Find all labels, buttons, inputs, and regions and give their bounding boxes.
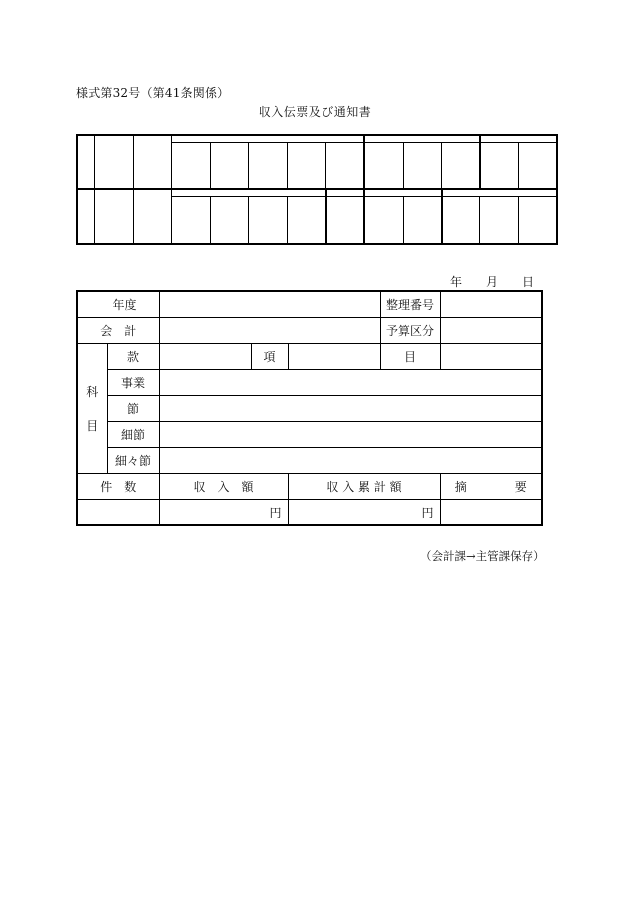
code-grid-line: [479, 196, 480, 244]
date-year: 年: [450, 275, 463, 289]
date-month: 月: [486, 275, 499, 289]
budget-category-label: 予算区分: [380, 318, 440, 344]
code-grid-line: [518, 196, 519, 244]
account-label: 会 計: [77, 318, 159, 344]
code-grid-line: [133, 134, 134, 245]
code-grid-line: [248, 196, 249, 244]
fiscal-year-label: 年度: [77, 291, 159, 318]
moku-field[interactable]: [440, 344, 542, 370]
setsu-label: 節: [107, 396, 159, 422]
summary-label: 摘 要: [440, 474, 542, 500]
code-grid-line: [325, 189, 327, 244]
code-grid-line: [325, 142, 326, 189]
saisaisetsu-label: 細々節: [107, 448, 159, 474]
saisaisetsu-field[interactable]: [159, 448, 542, 474]
code-grid-divider: [76, 188, 558, 190]
project-field[interactable]: [159, 370, 542, 396]
saisetsu-label: 細節: [107, 422, 159, 448]
control-number-label: 整理番号: [380, 291, 440, 318]
control-number-field[interactable]: [440, 291, 542, 318]
count-label: 件 数: [77, 474, 159, 500]
code-grid-line: [287, 142, 288, 189]
code-grid-line: [210, 196, 211, 244]
subject-vertical-label: [77, 344, 107, 474]
form-number: 様式第32号（第41条関係）: [76, 86, 230, 100]
table-row: [77, 448, 542, 474]
kan-label: 款: [107, 344, 159, 370]
code-grid-line: [403, 142, 404, 189]
table-row: [77, 500, 542, 526]
table-row: [77, 396, 542, 422]
count-field[interactable]: [77, 500, 159, 526]
kou-label: 項: [251, 344, 288, 370]
code-grid-line: [441, 189, 443, 244]
table-row: [77, 474, 542, 500]
summary-field[interactable]: [440, 500, 542, 526]
account-field[interactable]: [159, 318, 380, 344]
setsu-field[interactable]: [159, 396, 542, 422]
kou-field[interactable]: [288, 344, 380, 370]
code-grid-line: [287, 196, 288, 244]
project-label: 事業: [107, 370, 159, 396]
footer-note: （会計課→主管課保存）: [420, 549, 545, 563]
document-title: 収入伝票及び通知書: [258, 105, 372, 119]
code-grid-line: [518, 142, 519, 189]
code-grid-line: [210, 142, 211, 189]
code-grid-line: [363, 189, 365, 244]
table-row: [77, 318, 542, 344]
table-row: [77, 422, 542, 448]
income-amount-field[interactable]: 円: [159, 500, 288, 526]
code-grid-line: [363, 134, 365, 189]
table-row: [77, 370, 542, 396]
fiscal-year-field[interactable]: [159, 291, 380, 318]
voucher-table: [76, 290, 543, 526]
cumulative-income-field[interactable]: 円: [288, 500, 440, 526]
table-row: [77, 291, 542, 318]
table-row: [77, 344, 542, 370]
code-grid-line: [171, 134, 172, 245]
cumulative-income-label: 収 入 累 計 額: [288, 474, 440, 500]
date-day: 日: [522, 275, 535, 289]
code-grid-line: [441, 142, 442, 189]
subject-vertical-char-2: 目: [86, 418, 99, 433]
code-grid-line: [94, 134, 95, 245]
code-grid-line: [248, 142, 249, 189]
saisetsu-field[interactable]: [159, 422, 542, 448]
code-grid-line: [403, 196, 404, 244]
code-grid-line: [479, 134, 481, 189]
income-amount-label: 収 入 額: [159, 474, 288, 500]
budget-category-field[interactable]: [440, 318, 542, 344]
kan-field[interactable]: [159, 344, 251, 370]
moku-label: 目: [380, 344, 440, 370]
subject-vertical-char-1: 科: [86, 384, 99, 399]
